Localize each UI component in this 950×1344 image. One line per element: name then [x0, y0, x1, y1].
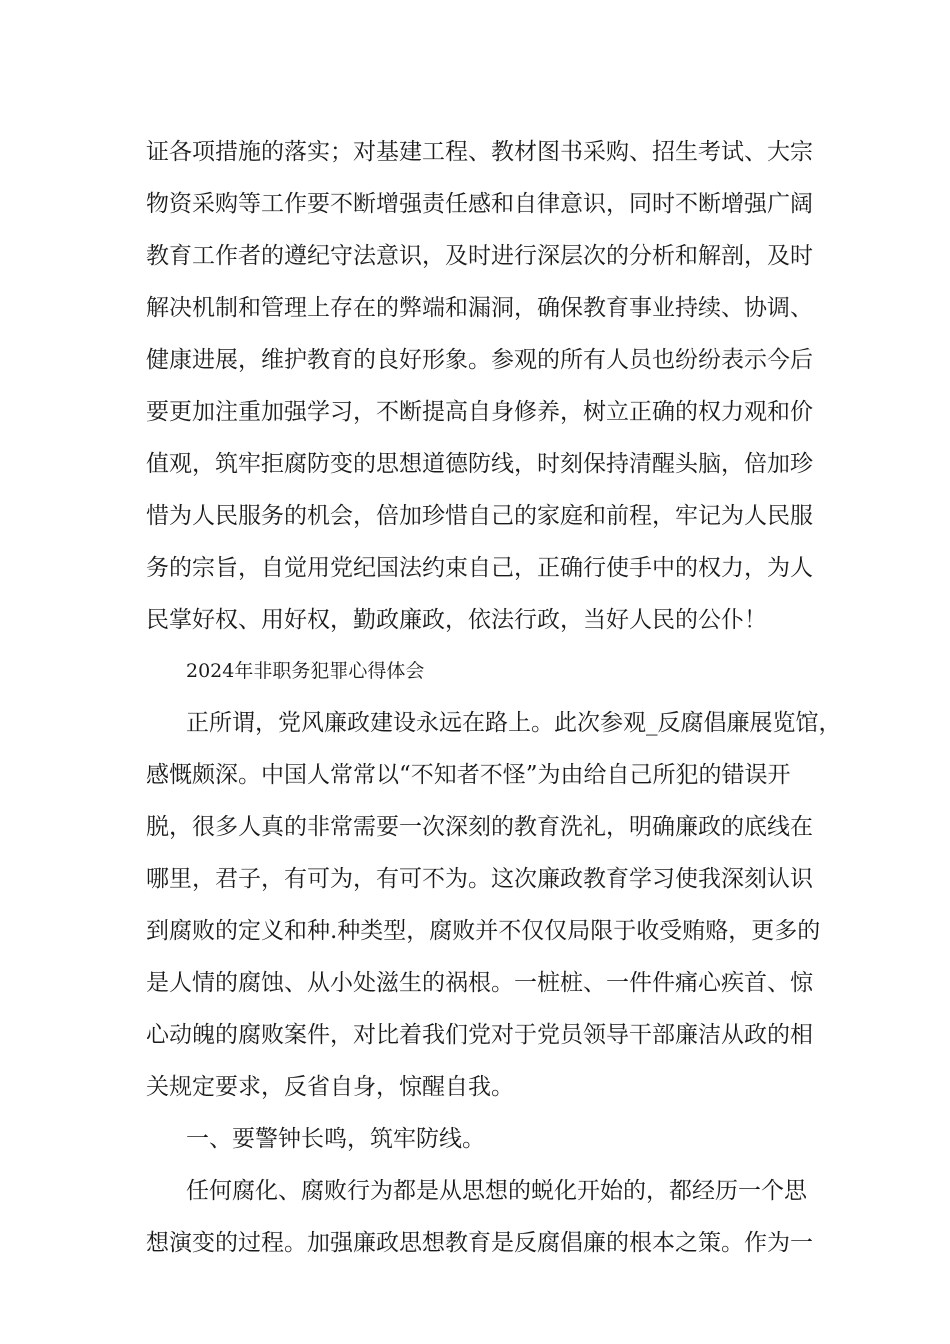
body-line: 务的宗旨，自觉用党纪国法约束自己，正确行使手中的权力，为人	[146, 555, 813, 581]
body-line: 教育工作者的遵纪守法意识，及时进行深层次的分析和解剖，及时	[146, 243, 813, 269]
body-line: 感慨颇深。中国人常常以“不知者不怪”为由给自己所犯的错误开	[146, 762, 791, 788]
body-line: 民掌好权、用好权，勤政廉政，依法行政，当好人民的公仆！	[146, 607, 767, 633]
body-line: 证各项措施的落实；对基建工程、教材图书采购、招生考试、大宗	[146, 139, 813, 165]
body-line: 关规定要求，反省自身，惊醒自我。	[146, 1074, 514, 1100]
body-line: 解决机制和管理上存在的弊端和漏洞，确保教育事业持续、协调、	[146, 295, 813, 321]
section-title: 2024年非职务犯罪心得体会	[186, 660, 425, 682]
body-line: 想演变的过程。加强廉政思想教育是反腐倡廉的根本之策。作为一	[146, 1230, 813, 1256]
paragraph-first-line: 任何腐化、腐败行为都是从思想的蜕化开始的，都经历一个思	[186, 1178, 807, 1204]
body-line: 惜为人民服务的机会，倍加珍惜自己的家庭和前程，牢记为人民服	[146, 503, 813, 529]
body-line: 到腐败的定义和种.种类型，腐败并不仅仅局限于收受贿赂，更多的	[146, 918, 821, 944]
subheading: 一、要警钟长鸣，筑牢防线。	[186, 1126, 485, 1152]
body-line: 健康进展，维护教育的良好形象。参观的所有人员也纷纷表示今后	[146, 347, 813, 373]
body-line: 值观，筑牢拒腐防变的思想道德防线，时刻保持清醒头脑，倍加珍	[146, 451, 813, 477]
body-line: 要更加注重加强学习，不断提高自身修养，树立正确的权力观和价	[146, 399, 813, 425]
body-line: 物资采购等工作要不断增强责任感和自律意识，同时不断增强广阔	[146, 191, 813, 217]
body-line: 脱，很多人真的非常需要一次深刻的教育洗礼，明确廉政的底线在	[146, 814, 813, 840]
paragraph-first-line: 正所谓，党风廉政建设永远在路上。此次参观_反腐倡廉展览馆，	[186, 710, 842, 736]
body-line: 是人情的腐蚀、从小处滋生的祸根。一桩桩、一件件痛心疾首、惊	[146, 970, 813, 996]
body-line: 哪里，君子，有可为，有可不为。这次廉政教育学习使我深刻认识	[146, 866, 813, 892]
body-line: 心动魄的腐败案件，对比着我们党对于党员领导干部廉洁从政的相	[146, 1022, 813, 1048]
